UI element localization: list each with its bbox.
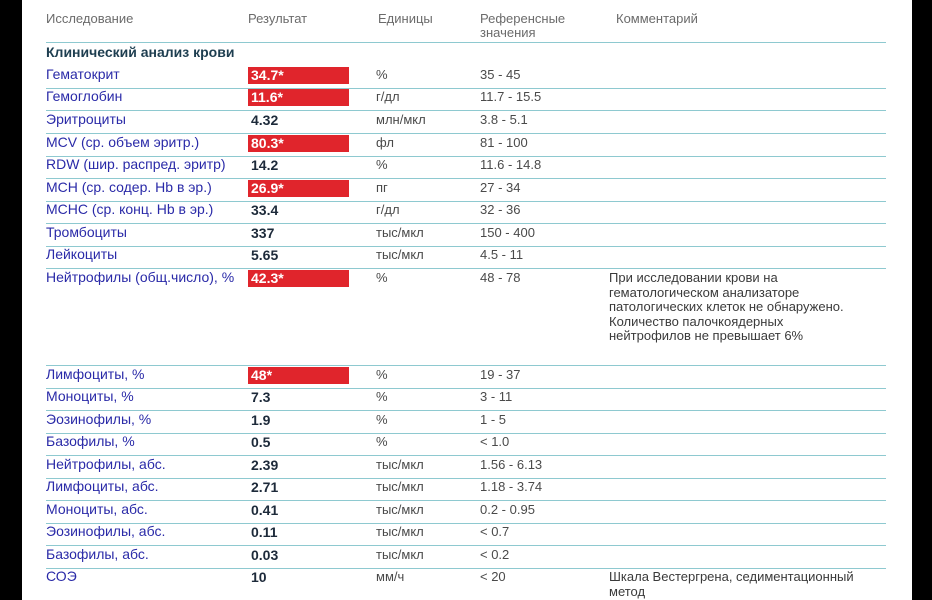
unit-value: г/дл bbox=[376, 202, 400, 217]
unit-value: % bbox=[376, 412, 388, 427]
result-value-flagged: 48* bbox=[248, 367, 349, 384]
reference-range: 35 - 45 bbox=[480, 67, 521, 82]
test-name: Нейтрофилы (общ.число), % bbox=[46, 269, 235, 285]
test-name: MCHC (ср. конц. Hb в эр.) bbox=[46, 201, 214, 217]
unit-value: % bbox=[376, 270, 388, 285]
reference-range: 1.56 - 6.13 bbox=[480, 457, 543, 472]
test-name: Гемоглобин bbox=[46, 88, 123, 104]
reference-range: 27 - 34 bbox=[480, 180, 521, 195]
test-name: Базофилы, абс. bbox=[46, 546, 149, 562]
test-name: Лейкоциты bbox=[46, 246, 118, 262]
result-value: 2.71 bbox=[251, 479, 279, 495]
test-name: Нейтрофилы, абс. bbox=[46, 456, 166, 472]
unit-value: мм/ч bbox=[376, 569, 405, 584]
table-row bbox=[46, 201, 886, 224]
result-value: 14.2 bbox=[251, 157, 279, 173]
table-header bbox=[22, 8, 912, 46]
table-row bbox=[46, 111, 886, 134]
reference-range: < 20 bbox=[480, 569, 506, 584]
unit-value: г/дл bbox=[376, 89, 400, 104]
unit-value: тыс/мкл bbox=[376, 524, 424, 539]
reference-range: < 1.0 bbox=[480, 434, 510, 449]
test-name: Эритроциты bbox=[46, 111, 126, 127]
result-value: 0.03 bbox=[251, 547, 279, 563]
result-value: 7.3 bbox=[251, 389, 271, 405]
reference-range: 48 - 78 bbox=[480, 270, 521, 285]
result-value: 4.32 bbox=[251, 112, 279, 128]
comment-text: Шкала Вестергрена, седиментационный метод bbox=[609, 569, 854, 599]
reference-range: 1.18 - 3.74 bbox=[480, 479, 543, 494]
test-name: Лимфоциты, абс. bbox=[46, 478, 159, 494]
result-value: 33.4 bbox=[251, 202, 279, 218]
table-row bbox=[46, 411, 886, 434]
table-row bbox=[46, 66, 886, 89]
test-name: Базофилы, % bbox=[46, 433, 135, 449]
unit-value: фл bbox=[376, 135, 394, 150]
reference-range: < 0.7 bbox=[480, 524, 510, 539]
result-value: 1.9 bbox=[251, 412, 271, 428]
table-row bbox=[46, 179, 886, 202]
header-units: Единицы bbox=[378, 11, 433, 26]
unit-value: тыс/мкл bbox=[376, 547, 424, 562]
table-row bbox=[46, 134, 886, 157]
result-value-flagged: 26.9* bbox=[248, 180, 349, 197]
result-value: 0.41 bbox=[251, 502, 279, 518]
unit-value: % bbox=[376, 434, 388, 449]
header-divider bbox=[46, 42, 886, 43]
reference-range: 3.8 - 5.1 bbox=[480, 112, 528, 127]
table-row bbox=[46, 478, 886, 501]
comment-text: При исследовании крови на гематологическом анализаторе патологических клеток не обнаружено. Количество палочкоядерных нейтрофилов не превышает 6% bbox=[609, 270, 844, 343]
header-ref-2: значения bbox=[480, 25, 536, 40]
table-row bbox=[46, 433, 886, 456]
table-row bbox=[46, 546, 886, 569]
table-row bbox=[46, 456, 886, 479]
test-name: Лимфоциты, % bbox=[46, 366, 145, 382]
unit-value: тыс/мкл bbox=[376, 457, 424, 472]
table-row bbox=[46, 523, 886, 546]
header-comment: Комментарий bbox=[616, 11, 698, 26]
table-row bbox=[46, 246, 886, 269]
test-name: Эозинофилы, % bbox=[46, 411, 152, 427]
unit-value: % bbox=[376, 389, 388, 404]
result-value-flagged: 34.7* bbox=[248, 67, 349, 84]
result-value: 2.39 bbox=[251, 457, 279, 473]
result-value: 0.5 bbox=[251, 434, 271, 450]
reference-range: 11.7 - 15.5 bbox=[480, 89, 542, 104]
test-name: Гематокрит bbox=[46, 66, 120, 82]
test-name: СОЭ bbox=[46, 568, 77, 584]
unit-value: млн/мкл bbox=[376, 112, 426, 127]
table-row bbox=[46, 388, 886, 411]
unit-value: тыс/мкл bbox=[376, 225, 424, 240]
reference-range: < 0.2 bbox=[480, 547, 510, 562]
table-row bbox=[46, 224, 886, 247]
reference-range: 81 - 100 bbox=[480, 135, 528, 150]
table-row bbox=[46, 366, 886, 389]
table-row bbox=[46, 88, 886, 111]
reference-range: 19 - 37 bbox=[480, 367, 521, 382]
test-name: Эозинофилы, абс. bbox=[46, 523, 166, 539]
result-value: 0.11 bbox=[251, 524, 278, 540]
unit-value: % bbox=[376, 367, 388, 382]
reference-range: 150 - 400 bbox=[480, 225, 535, 240]
reference-range: 11.6 - 14.8 bbox=[480, 157, 542, 172]
table-row bbox=[46, 568, 886, 600]
unit-value: % bbox=[376, 157, 388, 172]
unit-value: тыс/мкл bbox=[376, 502, 424, 517]
result-value: 337 bbox=[251, 225, 275, 241]
unit-value: % bbox=[376, 67, 388, 82]
reference-range: 32 - 36 bbox=[480, 202, 521, 217]
table-row bbox=[46, 501, 886, 524]
unit-value: тыс/мкл bbox=[376, 479, 424, 494]
reference-range: 3 - 11 bbox=[480, 389, 513, 404]
header-result: Результат bbox=[248, 11, 308, 26]
result-value: 5.65 bbox=[251, 247, 279, 263]
table-row bbox=[46, 269, 886, 366]
test-name: RDW (шир. распред. эритр) bbox=[46, 156, 226, 172]
reference-range: 0.2 - 0.95 bbox=[480, 502, 535, 517]
header-test: Исследование bbox=[46, 11, 134, 26]
test-name: MCH (ср. содер. Hb в эр.) bbox=[46, 179, 212, 195]
test-name: Тромбоциты bbox=[46, 224, 127, 240]
unit-value: пг bbox=[376, 180, 388, 195]
test-name: Моноциты, абс. bbox=[46, 501, 148, 517]
result-value: 10 bbox=[251, 569, 267, 585]
result-value-flagged: 42.3* bbox=[248, 270, 349, 287]
header-ref-1: Референсные bbox=[480, 11, 566, 26]
test-name: MCV (ср. объем эритр.) bbox=[46, 134, 200, 150]
lab-report-page bbox=[22, 0, 912, 600]
reference-range: 1 - 5 bbox=[480, 412, 507, 427]
section-title: Клинический анализ крови bbox=[46, 44, 235, 60]
test-name: Моноциты, % bbox=[46, 388, 134, 404]
table-row bbox=[46, 156, 886, 179]
result-value-flagged: 80.3* bbox=[248, 135, 349, 152]
unit-value: тыс/мкл bbox=[376, 247, 424, 262]
result-value-flagged: 11.6* bbox=[248, 89, 349, 106]
reference-range: 4.5 - 11 bbox=[480, 247, 524, 262]
